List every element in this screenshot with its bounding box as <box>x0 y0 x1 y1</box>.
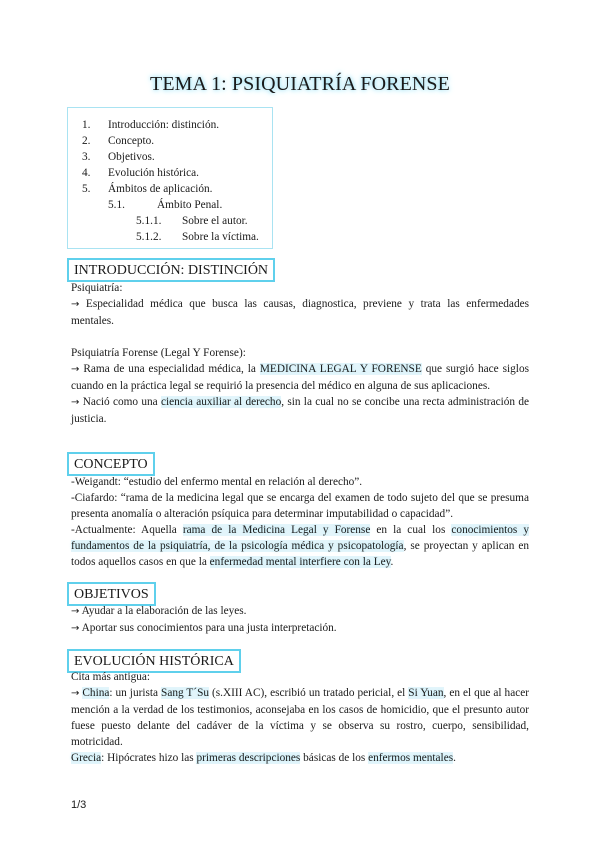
paragraph: → Rama de una especialidad médica, la MEDICINA LEGAL Y FORENSE que surgió hace siglos cuando en la práctica legal se requirió la presencia del médico en alguna de sus aplicaciones. <box>71 363 529 392</box>
toc-item <box>68 165 272 181</box>
toc-item-number: 5.1.1. <box>136 215 162 227</box>
paragraph: → Especialidad médica que busca las causas, diagnostica, previene y trata las enfermedades mentales. <box>71 298 530 327</box>
toc-item <box>68 197 272 213</box>
toc-item-number: 2. <box>82 135 91 147</box>
arrow-icon: → <box>71 606 80 617</box>
section-concepto <box>71 474 529 570</box>
list-item: → Aportar sus conocimientos para una justa interpretación. <box>71 622 337 634</box>
toc-item-label: Evolución histórica. <box>108 167 199 179</box>
heading-evolucion: EVOLUCIÓN HISTÓRICA <box>67 649 241 673</box>
toc-item-label: Concepto. <box>108 135 155 147</box>
toc-item-label: Ámbito Penal. <box>157 199 223 211</box>
toc-item-label: Sobre la víctima. <box>182 231 259 243</box>
toc-item-number: 5.1.2. <box>136 231 162 243</box>
toc-item-number: 1. <box>82 119 91 131</box>
toc-item <box>68 117 272 133</box>
paragraph: → Nació como una ciencia auxiliar al derecho, sin la cual no se concibe una recta administración de justicia. <box>71 396 529 425</box>
page-title: TEMA 1: PSIQUIATRÍA FORENSE <box>150 73 450 95</box>
toc-item <box>68 181 272 197</box>
list-item: → Ayudar a la elaboración de las leyes. <box>71 605 247 617</box>
arrow-icon: → <box>71 397 80 408</box>
section-evolucion <box>71 669 529 766</box>
toc-item-number: 3. <box>82 151 91 163</box>
paragraph: Grecia: Hipócrates hizo las primeras descripciones básicas de los enfermos mentales. <box>71 752 456 764</box>
label-cita: Cita más antigua: <box>71 671 151 683</box>
paragraph: -Actualmente: Aquella rama de la Medicina Legal y Forense en la cual los conocimientos y fundamentos de la psiquiatría, de la psicología médica y psicopatología, se proyectan y aplican en todos aquellos casos en que la enfermedad mental interfiere con la Ley. <box>71 524 529 568</box>
arrow-icon: → <box>71 299 80 310</box>
heading-objetivos: OBJETIVOS <box>67 582 156 606</box>
toc-item-label: Ámbitos de aplicación. <box>108 183 213 195</box>
arrow-icon: → <box>71 364 80 375</box>
section-introduccion <box>71 280 529 427</box>
section-objetivos <box>71 603 529 637</box>
toc-item-label: Sobre el autor. <box>182 215 248 227</box>
toc-item-number: 5. <box>82 183 91 195</box>
label-psiquiatria: Psiquiatría: <box>71 282 123 294</box>
toc-item <box>68 149 272 165</box>
page-number: 1/3 <box>71 799 87 811</box>
heading-introduccion: INTRODUCCIÓN: DISTINCIÓN <box>67 258 275 282</box>
toc-item-label: Objetivos. <box>108 151 155 163</box>
paragraph: -Weigandt: “estudio del enfermo mental en relación al derecho”. <box>71 476 363 488</box>
arrow-icon: → <box>71 623 80 634</box>
toc-item-label: Introducción: distinción. <box>108 119 220 131</box>
label-psiquiatria-forense: Psiquiatría Forense (Legal Y Forense): <box>71 347 246 359</box>
heading-concepto: CONCEPTO <box>67 452 155 476</box>
toc-item <box>68 229 272 245</box>
toc-item-number: 4. <box>82 167 91 179</box>
toc-item <box>68 213 272 229</box>
paragraph: -Ciafardo: “rama de la medicina legal que se encarga del examen de todo sujeto del que se presuma presenta anomalía o alteración psíquica para determinar imputabilidad o capacidad”. <box>71 492 529 520</box>
paragraph: → China: un jurista Sang T´Su (s.XIII AC), escribió un tratado pericial, el Si Yuan, en el que al hacer mención a la verdad de los testimonios, aconsejaba en los casos de homicidio, que el presunto autor fuese puesto delante del cadáver de la víctima y se observa su rostro, cuerpo, sensibilidad, motricidad. <box>71 687 529 748</box>
arrow-icon: → <box>71 688 80 699</box>
toc-item <box>68 133 272 149</box>
table-of-contents <box>67 107 273 249</box>
toc-item-number: 5.1. <box>108 199 125 211</box>
